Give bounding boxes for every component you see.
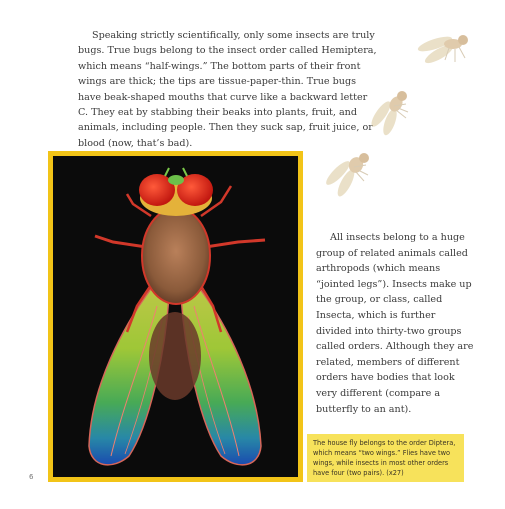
decorative-fly-illustration — [366, 88, 416, 138]
photo-frame — [48, 151, 303, 482]
decorative-fly-illustration — [415, 26, 477, 72]
side-paragraph: All insects belong to a huge group of related animals called arthropods (which means “jointed legs”). Insects make up the group, or class, called Insecta, which is further divided into thirty-two groups called orders. Although they are related, members of different orders have bodies that look very different (compare a butterfly to an ant). — [316, 232, 474, 415]
house-fly-photo — [53, 156, 298, 477]
page-number: 6 — [29, 473, 34, 481]
intro-paragraph: Speaking strictly scientifically, only some insects are truly bugs. True bugs belong to the insect order called Hemiptera, which means “half-wings.” The bottom parts of their front wings are thick; the tips are tissue-paper-thin. True bugs have beak-shaped mouths that curve like a backward letter C. They eat by stabbing their beaks into plants, fruit, and animals, including people. Then they suck sap, fruit juice, or blood (now, that’s bad). — [78, 30, 377, 149]
photo-caption: The house fly belongs to the order Diptera, which means “two wings.” Flies have two wings, while insects in most other orders have four (two pairs). (x27) — [307, 434, 464, 482]
decorative-fly-illustration — [320, 149, 380, 205]
